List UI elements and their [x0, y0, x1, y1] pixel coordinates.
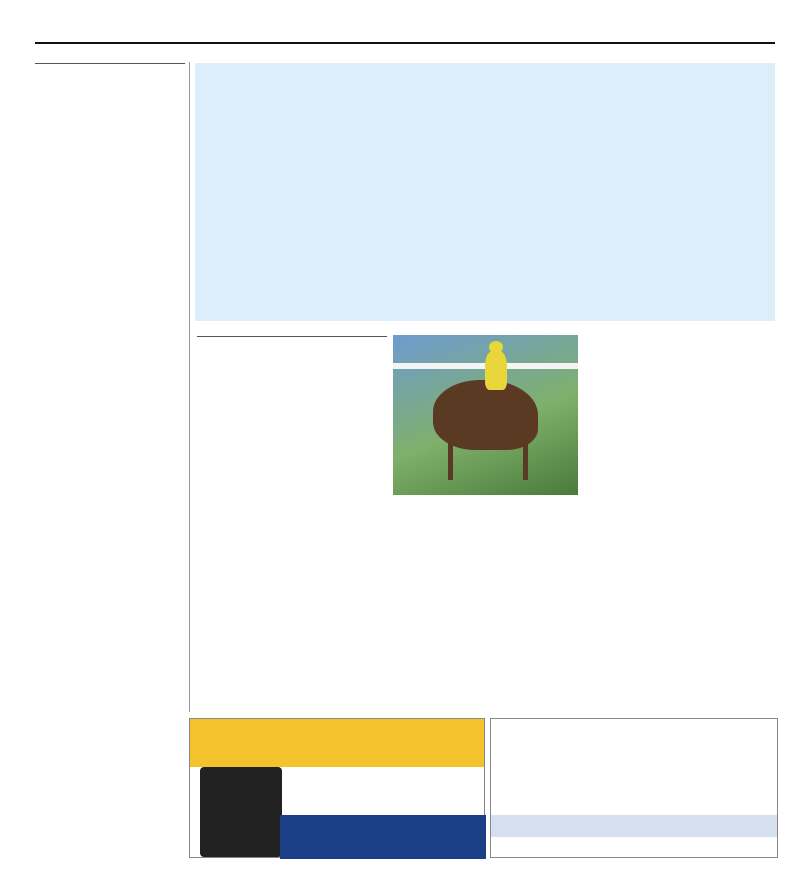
ad-insurance — [491, 815, 777, 837]
page-header — [35, 26, 775, 44]
ad-checklist — [609, 779, 777, 783]
usopen-continued — [35, 61, 185, 64]
results-col-1 — [206, 117, 388, 317]
ad-headline — [190, 719, 484, 767]
tire-xpress-ad[interactable] — [189, 718, 485, 858]
jockey-figure — [485, 350, 507, 390]
usopen-column — [35, 61, 185, 70]
tire-icon — [200, 767, 282, 857]
results-box — [195, 63, 775, 321]
labor-continued — [197, 334, 387, 337]
ad-contact — [280, 815, 486, 859]
column-rule — [189, 62, 190, 712]
race-photo — [393, 335, 578, 495]
labor-header — [197, 334, 387, 343]
results-col-2 — [398, 117, 580, 317]
quantum-ct-ad[interactable] — [490, 718, 778, 858]
results-col-3 — [589, 117, 771, 317]
